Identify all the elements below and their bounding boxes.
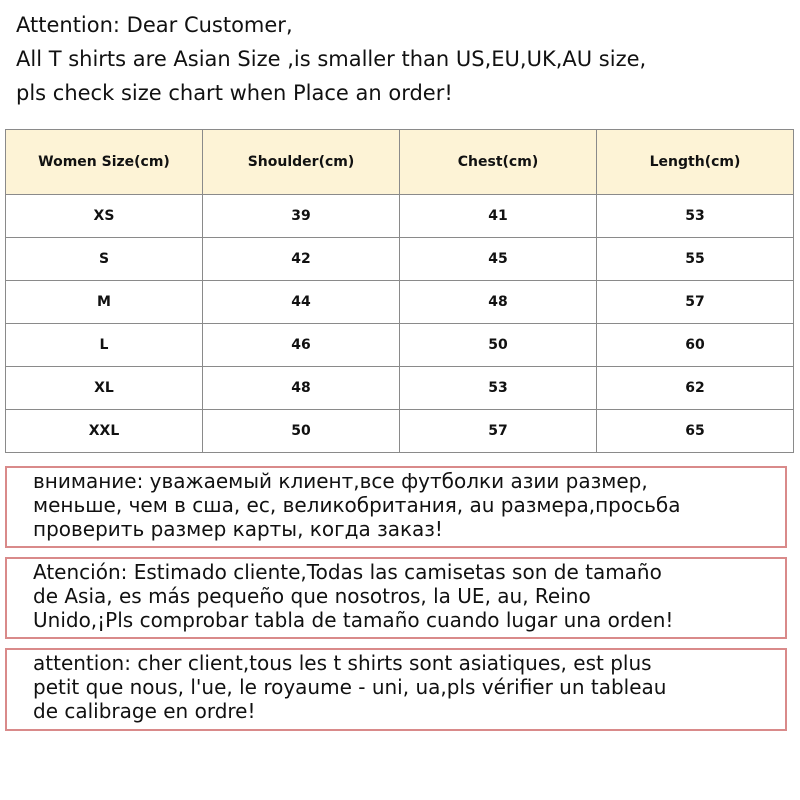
table-row	[6, 238, 794, 281]
table-cell: M	[6, 281, 203, 324]
table-cell: S	[6, 238, 203, 281]
notice-line: de calibrage en ordre!	[33, 699, 256, 723]
intro-line: Attention: Dear Customer,	[16, 13, 293, 37]
table-row	[6, 410, 794, 453]
notice-line: меньше, чем в сша, ес, великобритания, au размера,просьба	[33, 493, 681, 517]
table-cell: 60	[597, 324, 794, 367]
table-cell: 53	[597, 195, 794, 238]
table-header-row	[6, 130, 794, 195]
size-chart-table	[5, 129, 794, 453]
column-header-shoulder: Shoulder(cm)	[203, 130, 400, 195]
notice-line: Atención: Estimado cliente,Todas las camisetas son de tamaño	[33, 560, 662, 584]
table-cell: 42	[203, 238, 400, 281]
table-cell: XS	[6, 195, 203, 238]
notice-line: attention: cher client,tous les t shirts sont asiatiques, est plus	[33, 651, 652, 675]
table-row	[6, 195, 794, 238]
intro-line: All T shirts are Asian Size ,is smaller than US,EU,UK,AU size,	[16, 47, 647, 71]
intro-line: pls check size chart when Place an order!	[16, 81, 453, 105]
notice-french	[5, 648, 787, 731]
table-cell: 45	[400, 238, 597, 281]
table-cell: 50	[400, 324, 597, 367]
table-cell: 48	[400, 281, 597, 324]
table-cell: 55	[597, 238, 794, 281]
table-cell: 62	[597, 367, 794, 410]
table-row	[6, 367, 794, 410]
table-cell: 50	[203, 410, 400, 453]
notice-line: внимание: уважаемый клиент,все футболки азии размер,	[33, 469, 648, 493]
table-cell: 57	[597, 281, 794, 324]
notice-line: petit que nous, l'ue, le royaume - uni, ua,pls vérifier un tableau	[33, 675, 667, 699]
table-cell: XL	[6, 367, 203, 410]
column-header-size: Women Size(cm)	[6, 130, 203, 195]
notice-line: Unido,¡Pls comprobar tabla de tamaño cuando lugar una orden!	[33, 608, 674, 632]
table-row	[6, 281, 794, 324]
table-cell: 48	[203, 367, 400, 410]
notice-russian	[5, 466, 787, 548]
table-cell: 44	[203, 281, 400, 324]
table-cell: 46	[203, 324, 400, 367]
table-cell: L	[6, 324, 203, 367]
table-row	[6, 324, 794, 367]
column-header-chest: Chest(cm)	[400, 130, 597, 195]
notice-line: de Asia, es más pequeño que nosotros, la UE, au, Reino	[33, 584, 591, 608]
column-header-length: Length(cm)	[597, 130, 794, 195]
table-cell: 53	[400, 367, 597, 410]
table-cell: 57	[400, 410, 597, 453]
table-cell: 41	[400, 195, 597, 238]
table-cell: 39	[203, 195, 400, 238]
intro-notice	[16, 8, 796, 110]
notice-line: проверить размер карты, когда заказ!	[33, 517, 443, 541]
table-cell: XXL	[6, 410, 203, 453]
notice-spanish	[5, 557, 787, 639]
table-cell: 65	[597, 410, 794, 453]
